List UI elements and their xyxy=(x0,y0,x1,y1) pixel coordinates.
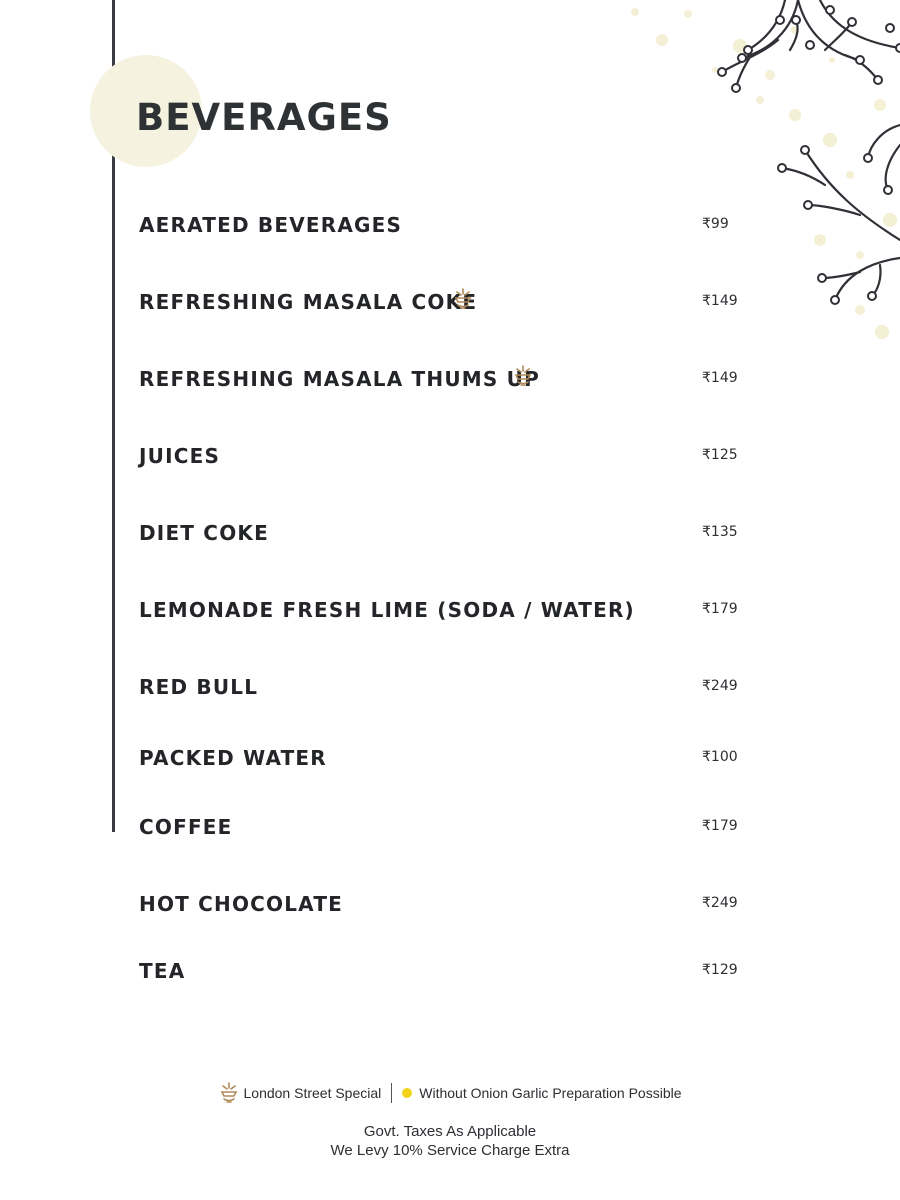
item-name: COFFEE xyxy=(139,815,233,839)
legend-special-label: London Street Special xyxy=(243,1085,382,1101)
legend-row xyxy=(219,1082,682,1104)
item-price: ₹125 xyxy=(702,447,738,463)
item-name: AERATED BEVERAGES xyxy=(139,213,403,237)
item-name: JUICES xyxy=(139,444,221,468)
menu-item xyxy=(139,815,759,849)
menu-item xyxy=(139,675,759,709)
menu-item xyxy=(139,367,759,401)
menu-item xyxy=(139,598,759,632)
no-onion-garlic-dot-icon xyxy=(402,1088,412,1098)
item-price: ₹249 xyxy=(702,895,738,911)
london-street-special-icon xyxy=(513,365,533,387)
item-price: ₹179 xyxy=(702,601,738,617)
london-street-special-icon xyxy=(453,288,473,310)
item-name: TEA xyxy=(139,959,186,983)
menu-item xyxy=(139,521,759,555)
item-name: HOT CHOCOLATE xyxy=(139,892,344,916)
item-name: DIET COKE xyxy=(139,521,269,545)
menu-item xyxy=(139,290,759,324)
item-price: ₹129 xyxy=(702,962,738,978)
item-name: REFRESHING MASALA THUMS UP xyxy=(139,367,540,391)
footer-taxes: Govt. Taxes As Applicable xyxy=(363,1123,537,1140)
legend xyxy=(0,1082,900,1107)
menu-item xyxy=(139,892,759,926)
page-title: BEVERAGES xyxy=(136,96,392,139)
legend-divider xyxy=(391,1083,392,1103)
legend-no-onion-label: Without Onion Garlic Preparation Possible xyxy=(419,1085,682,1101)
menu-item xyxy=(139,746,759,780)
item-name: RED BULL xyxy=(139,675,259,699)
item-name: LEMONADE FRESH LIME (SODA / WATER) xyxy=(139,598,635,622)
item-name: REFRESHING MASALA COKE xyxy=(139,290,478,314)
item-price: ₹179 xyxy=(702,818,738,834)
item-price: ₹149 xyxy=(702,293,738,309)
item-price: ₹149 xyxy=(702,370,738,386)
footer-service-charge: We Levy 10% Service Charge Extra xyxy=(330,1142,570,1159)
item-price: ₹135 xyxy=(702,524,738,540)
menu-item xyxy=(139,444,759,478)
item-name: PACKED WATER xyxy=(139,746,327,770)
london-street-special-icon xyxy=(219,1082,239,1104)
item-price: ₹100 xyxy=(702,749,738,765)
menu-item xyxy=(139,959,759,993)
item-price: ₹249 xyxy=(702,678,738,694)
item-price: ₹99 xyxy=(702,216,729,232)
menu-item xyxy=(139,213,759,247)
